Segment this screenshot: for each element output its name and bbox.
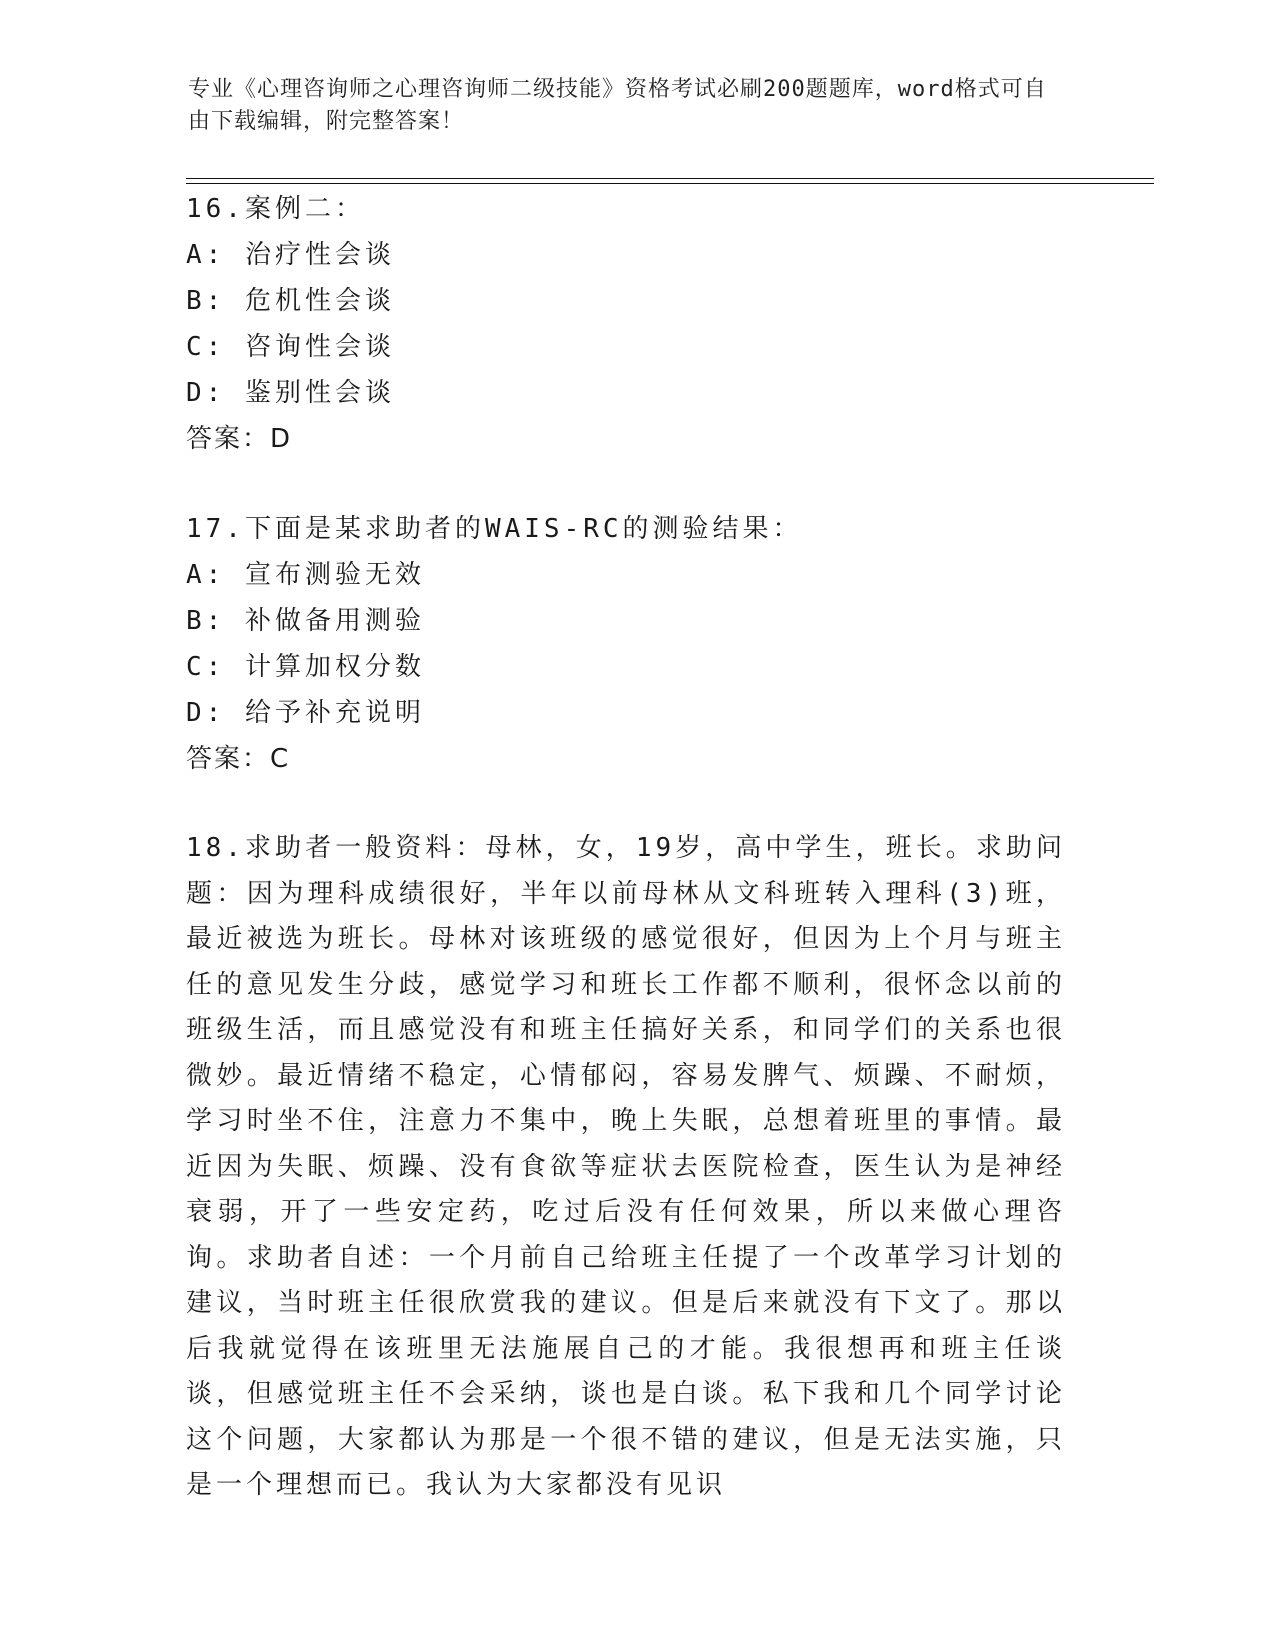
spacer — [186, 782, 1066, 826]
question-stem: 17.下面是某求助者的WAIS-RC的测验结果： — [186, 514, 803, 544]
header-rule-bottom — [186, 183, 1154, 184]
question-block-16 — [186, 186, 1066, 462]
option-b: B: 补做备用测验 — [186, 606, 425, 636]
document-header: 专业《心理咨询师之心理咨询师二级技能》资格考试必刷200题题库，word格式可自由下载编辑，附完整答案！ — [188, 77, 1047, 134]
option-c: C: 咨询性会谈 — [186, 332, 395, 362]
answer-line: 答案：D — [186, 424, 293, 454]
header-rule-top — [186, 178, 1154, 179]
option-b: B: 危机性会谈 — [186, 286, 395, 316]
answer-line: 答案：C — [186, 744, 291, 774]
option-c: C: 计算加权分数 — [186, 652, 425, 682]
option-d: D: 鉴别性会谈 — [186, 378, 395, 408]
option-d: D: 给予补充说明 — [186, 698, 425, 728]
option-a: A: 治疗性会谈 — [186, 240, 395, 270]
option-a: A: 宣布测验无效 — [186, 560, 425, 590]
question-block-18 — [186, 826, 1066, 1509]
question-paragraph: 18.求助者一般资料：母林，女，19岁，高中学生，班长。求助问题：因为理科成绩很好，半年以前母林从文科班转入理科(3)班，最近被选为班长。母林对该班级的感觉很好，但因为上个月与班主任的意见发生分歧，感觉学习和班长工作都不顺利，很怀念以前的班级生活，而且感觉没有和班主任搞好关系，和同学们的关系也很微妙。最近情绪不稳定，心情郁闷，容易发脾气、烦躁、不耐烦，学习时坐不住，注意力不集中，晚上失眠，总想着班里的事情。最近因为失眠、烦躁、没有食欲等症状去医院检查，医生认为是神经衰弱，开了一些安定药，吃过后没有任何效果，所以来做心理咨询。求助者自述：一个月前自己给班主任提了一个改革学习计划的建议，当时班主任很欣赏我的建议。但是后来就没有下文了。那以后我就觉得在该班里无法施展自己的才能。我很想再和班主任谈谈，但感觉班主任不会采纳，谈也是白谈。私下我和几个同学讨论这个问题，大家都认为那是一个很不错的建议，但是无法实施，只是一个理想而已。我认为大家都没有见识 — [186, 833, 1066, 1500]
question-stem: 16.案例二： — [186, 194, 365, 224]
document-body — [186, 186, 1066, 1509]
spacer — [186, 462, 1066, 506]
question-block-17 — [186, 506, 1066, 782]
